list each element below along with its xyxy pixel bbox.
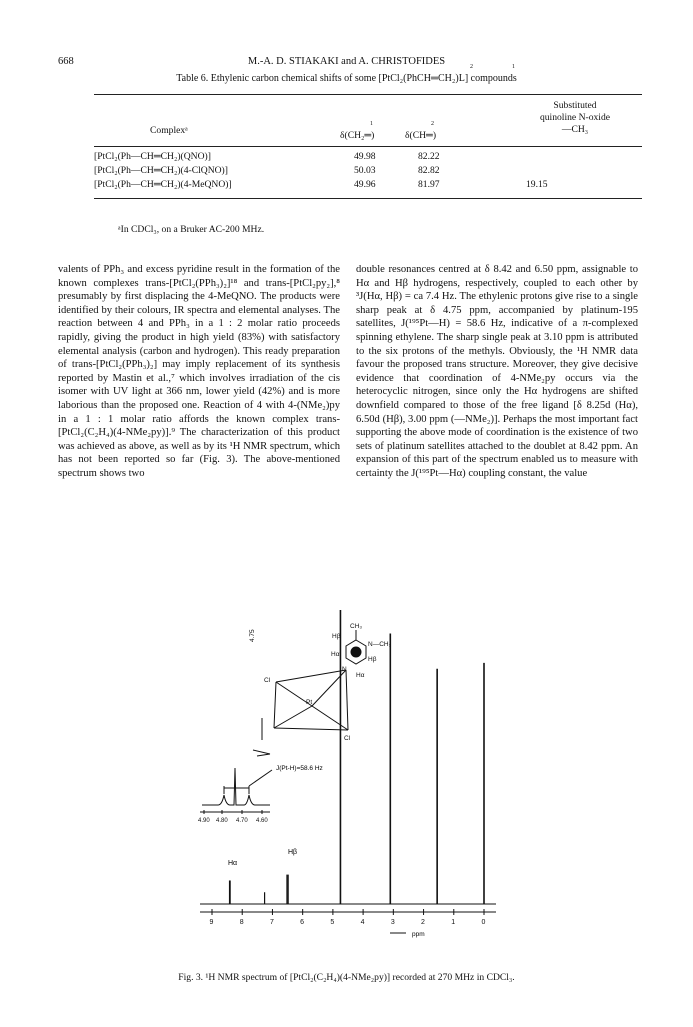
x-axis-tick-label: 5 [330,919,335,926]
body-right-text: double resonances centred at δ 8.42 and 6.50 ppm, assignable to Hα and Hβ hydrogens, respectively, coupled to each other by ³J(Hα, Hβ) = ca 7.4 Hz. The ethylenic protons give rise to a single sharp peak at δ 4.75 ppm, accompanied by platinum-195 satellites, J(¹⁹⁵Pt—H) = 58.6 Hz, indicative of a π-complexed spinning ethylene. The sharp single peak at 3.10 ppm is attributed to the six protons of the methyls. Obviously, the ¹H NMR data favour the proposed trans structure. Moreover, they give decisive evidence that coordination of 4-NMe₂py occurs via the heterocyclic nitrogen, since only the Hα hydrogens are shifted downfield compared to those of the free ligand [δ 8.25d (Hα), 6.50d (Hβ), 3.00 ppm (—NMe₂)]. Perhaps the most important fact supporting the above mode of coordination is the existence of two sets of platinum satellites attached to the doublet at 8.42 ppm. An expansion of this part of the spectrum enabled us to measure with certainty the J(¹⁹⁵Pt—Hα) coupling constant, the value [356,264,638,479]
running-header-authors: M.-A. D. STIAKAKI and A. CHRISTOFIDES [247,56,446,67]
x-axis-tick-label: 0 [481,919,486,926]
table-cell-c1: 49.98 [354,151,376,162]
nmr-spectrum-figure [0,590,693,962]
table-bottom-rule [94,198,642,199]
inset-tick-label: 4.90 [198,818,210,824]
body-left-column [58,263,340,481]
coordination-plane-edge [274,728,348,730]
header-complex: Complexᵃ [150,125,188,136]
table-row [94,151,642,164]
pt-cl-bond-right [312,706,348,730]
x-axis-tick-label: 2 [421,919,425,926]
pt-ethylene-bond [274,706,312,728]
inset-spectrum [200,768,272,814]
header-quinoline: quinoline N-oxide [539,112,611,123]
main-spectrum [200,610,496,904]
table-cell-c2: 81.97 [418,179,440,190]
table-header-rule [94,146,642,147]
caption-carbon-number-1: 1 [512,64,515,70]
page-number: 668 [58,56,74,67]
inset-tick-label: 4.60 [256,818,268,824]
coupling-label-leader [249,770,272,786]
coupling-constant-label: J(Pt-H)=58.6 Hz [276,765,323,772]
x-axis-tick-label: 3 [390,919,395,926]
inset-trace [202,768,270,805]
table-cell-complex: [PtCl₂(Ph—CH═CH₂)(4-MeQNO)] [94,179,232,190]
header-c2: δ(CH═) [405,130,437,141]
table-row [94,179,642,192]
table-cell-c3: 19.15 [526,179,548,190]
structure-label-halpha-bottom: Hα [356,672,365,679]
coordination-plane-edge [346,670,348,730]
coordination-plane-edge [274,682,276,728]
table-cell-c2: 82.82 [418,165,440,176]
structure-label-ch3: CH₃ [350,623,363,630]
aromatic-ring-circle [351,647,361,657]
x-axis-tick-label: 7 [269,919,274,926]
inset-tick-label: 4.70 [236,818,248,824]
ethylene-bond [253,750,270,754]
table-cell-complex: [PtCl₂(Ph—CH═CH₂)(4-ClQNO)] [94,165,228,176]
ethylene-bond [257,754,270,756]
main-axis [200,909,496,926]
table-top-rule [94,94,642,95]
header-methyl: —CH₃ [561,124,589,135]
table-footnote: ᵃIn CDCl₃, on a Bruker AC-200 MHz. [118,224,265,235]
peak-label-hbeta: Hβ [288,849,298,856]
header-c1-number: 1 [370,121,373,127]
x-axis-tick-label: 9 [209,919,214,926]
header-c1: δ(CH₂═) [340,130,375,141]
header-c2-number: 2 [431,121,434,127]
structure-label-hbeta-right: Hβ [368,656,377,663]
main-peak-label: 4.75 [249,629,256,642]
x-axis-tick-label: 6 [300,919,305,926]
inset-tick-label: 4.80 [216,818,228,824]
x-axis-tick-label: 1 [451,919,456,926]
structure-label-cl-right: Cl [344,735,351,742]
structure-label-halpha: Hα [331,651,340,658]
x-axis-tick-label: 4 [360,919,365,926]
table-caption: Table 6. Ethylenic carbon chemical shifts of some [PtCl₂(PhCH═CH₂)L] compounds [176,73,517,84]
table-cell-c2: 82.22 [418,151,440,162]
structure-label-cl-left: Cl [264,677,271,684]
table-cell-complex: [PtCl₂(Ph—CH═CH₂)(QNO)] [94,151,211,162]
table-cell-c1: 50.03 [354,165,376,176]
figure-caption: Fig. 3. ¹H NMR spectrum of [PtCl₂(C₂H₄)(4-NMe₂py)] recorded at 270 MHz in CDCl₃. [178,972,515,983]
structure-label-n-ch3: N—CH₃ [368,641,392,648]
coordination-plane-edge [276,670,346,682]
table-row [94,165,642,178]
header-substituted: Substituted [553,100,597,111]
caption-carbon-number-2: 2 [470,64,473,70]
structure-label-n: N [342,666,347,673]
body-right-column [356,263,638,481]
table-cell-c1: 49.96 [354,179,376,190]
body-left-text: valents of PPh₃ and excess pyridine result in the formation of the known complexes trans-[PtCl₂(PPh₃)₂]¹⁸ and trans-[PtCl₂py₂],⁸ presumably by first displacing the 4-MeQNO. The products were identified by their colours, IR spectra and elemental analyses. The reaction between 4 and PPh₃ in a 1 : 2 molar ratio proceeds rapidly, giving the product in high yield (83%) with satisfactory elemental analysis (carbon and hydrogen). This ready preparation of trans-[PtCl₂(PPh₃)₂] may imply replacement of its synthesis reported by Mastin et al.,⁷ which involves irradiation of the cis isomer with UV light at 366 nm, lower yield (42%) and is more laborious than the proposed one. Reaction of 4 with 4-(NMe₂)py in a 1 : 1 molar ratio affords the known complex trans-[PtCl₂(C₂H₄)(4-NMe₂py)].⁹ The characterization of this product was achieved as above, as well as by its ¹H NMR spectrum, which has not been reported so far (Fig. 3). The above-mentioned spectrum shows two [58,264,340,479]
structure-label-pt: Pt [306,699,313,706]
structure-label-hbeta: Hβ [332,633,341,640]
peak-label-halpha: Hα [228,860,238,867]
x-axis-label: ppm [412,931,425,938]
x-axis-tick-label: 8 [239,919,244,926]
